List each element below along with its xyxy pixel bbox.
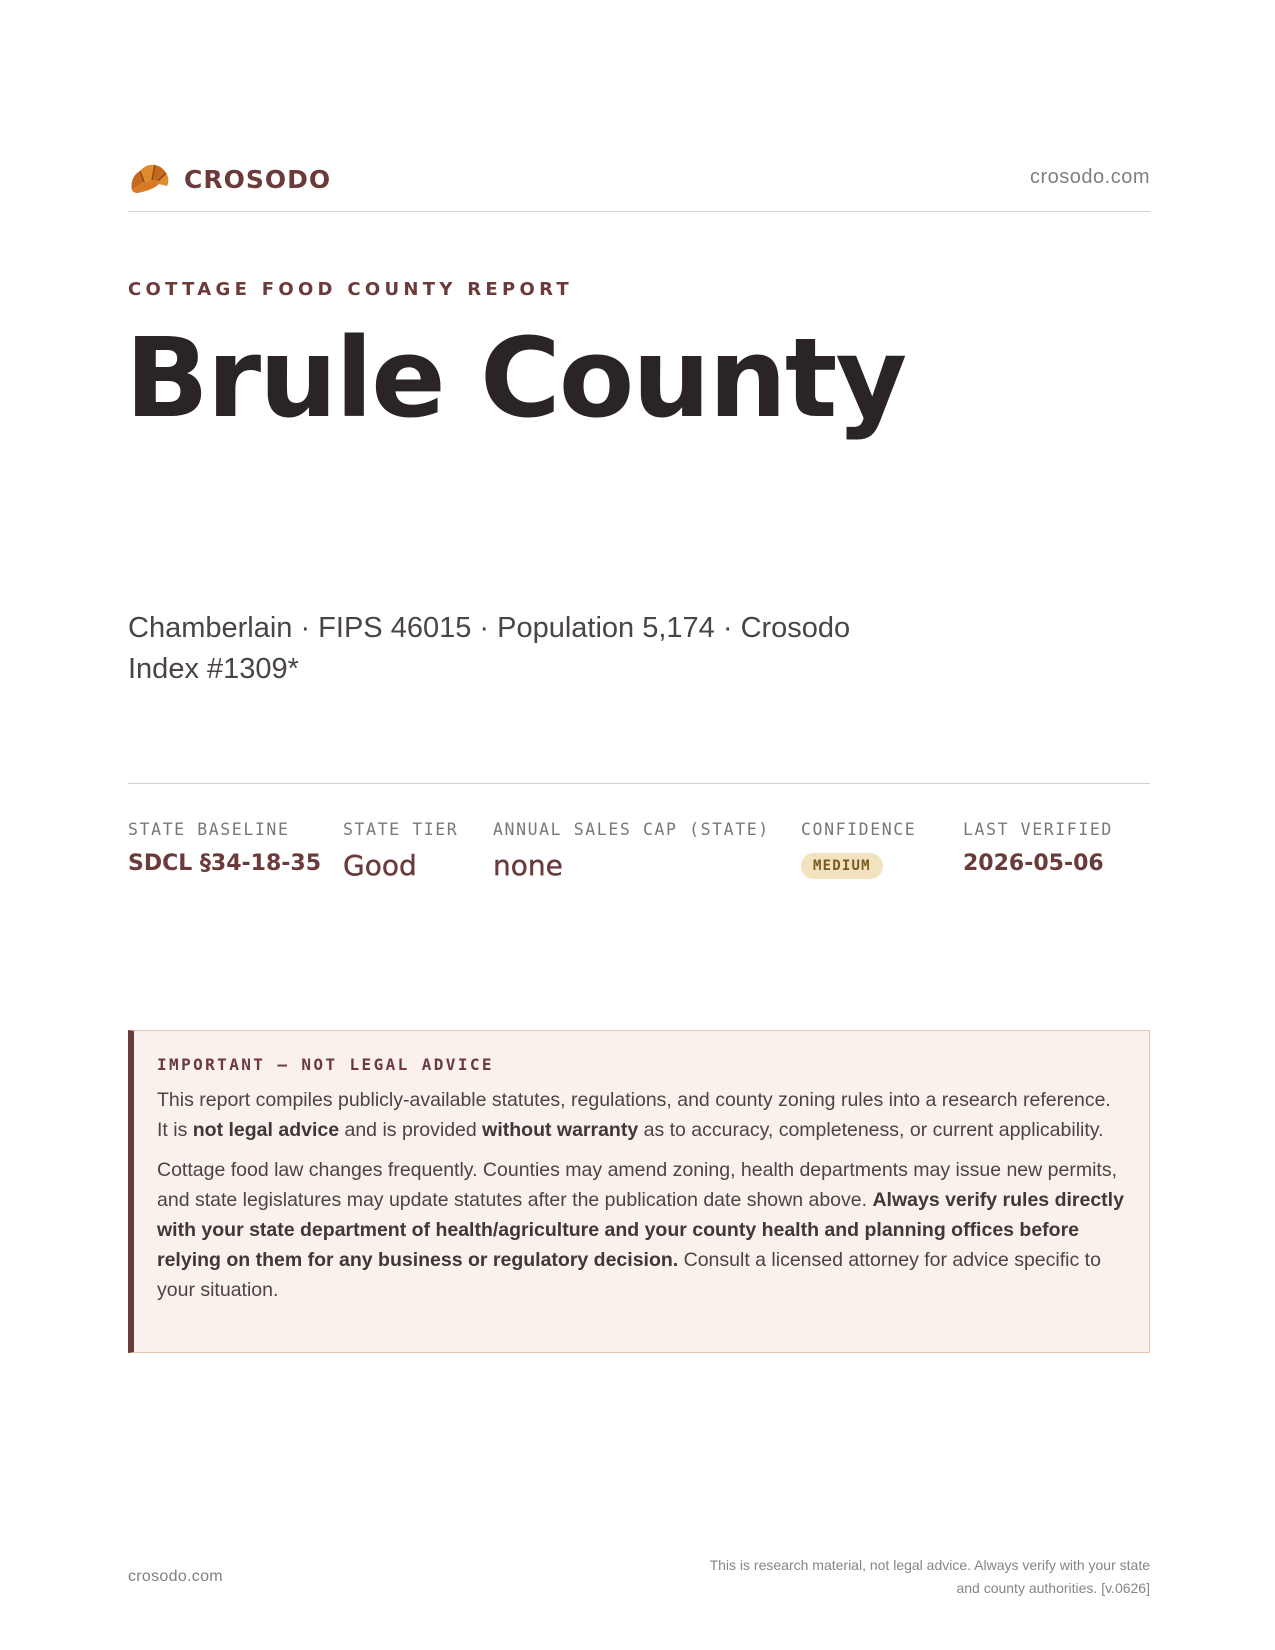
notice-emphasis: Always verify rules directly with your state department of health/agriculture and your county health and planning offices before relying on them for any business or regulatory decision. xyxy=(157,1189,1124,1271)
report-page xyxy=(125,0,1150,1650)
footer-disclaimer-line: This is research material, not legal advice. Always verify with your state xyxy=(709,1557,1150,1573)
notice-emphasis: not legal advice xyxy=(192,1119,340,1141)
county-subtitle: Chamberlain · FIPS 46015 · Population 5,174 · Crosodo Index #1309* xyxy=(128,612,851,685)
notice-text: Consult a licensed attorney for advice specific to your situation. xyxy=(157,1249,1101,1301)
footer-disclaimer xyxy=(590,1554,1150,1600)
notice-paragraph xyxy=(157,1085,1127,1145)
stat-label: LAST VERIFIED xyxy=(963,820,1113,839)
stat-state-tier xyxy=(343,820,458,882)
stat-value: none xyxy=(493,849,563,882)
brand[interactable] xyxy=(128,160,331,198)
legal-notice xyxy=(128,1030,1150,1353)
stat-value: 2026-05-06 xyxy=(963,851,1104,876)
report-eyebrow: COTTAGE FOOD COUNTY REPORT xyxy=(128,279,574,300)
stat-value: Good xyxy=(343,849,417,882)
footer-disclaimer-line: and county authorities. [v.0626] xyxy=(956,1580,1150,1596)
notice-body xyxy=(157,1085,1127,1305)
stat-label: CONFIDENCE xyxy=(801,820,917,839)
stat-sales-cap xyxy=(493,820,770,882)
brand-name: CROSODO xyxy=(184,164,332,194)
stat-label: STATE BASELINE xyxy=(128,820,290,839)
notice-text: and is provided xyxy=(339,1119,483,1141)
croissant-icon xyxy=(128,160,170,198)
notice-text: Cottage food law changes frequently. Counties may amend zoning, health departments may issue new permits, and state legislatures may update statutes after the publication date shown above. xyxy=(157,1159,1117,1211)
notice-title: IMPORTANT — NOT LEGAL ADVICE xyxy=(157,1055,494,1074)
stat-value: SDCL §34-18-35 xyxy=(128,851,322,876)
footer-site-link[interactable]: crosodo.com xyxy=(128,1568,223,1585)
page-header xyxy=(128,160,1150,212)
notice-paragraph xyxy=(157,1155,1127,1305)
notice-emphasis: without warranty xyxy=(482,1119,639,1141)
stat-confidence xyxy=(801,820,916,879)
stat-label: STATE TIER xyxy=(343,820,459,839)
notice-text: This report compiles publicly-available statutes, regulations, and county zoning rules into a research reference. It is xyxy=(157,1089,1111,1141)
stat-state-baseline xyxy=(128,820,321,876)
site-url-link[interactable]: crosodo.com xyxy=(1030,166,1150,188)
divider xyxy=(128,783,1150,784)
notice-text: as to accuracy, completeness, or current applicability. xyxy=(638,1119,1104,1141)
confidence-badge: MEDIUM xyxy=(801,853,883,879)
page-title: Brule County xyxy=(125,314,906,442)
stat-label: ANNUAL SALES CAP (STATE) xyxy=(493,820,770,839)
stat-last-verified xyxy=(963,820,1113,876)
